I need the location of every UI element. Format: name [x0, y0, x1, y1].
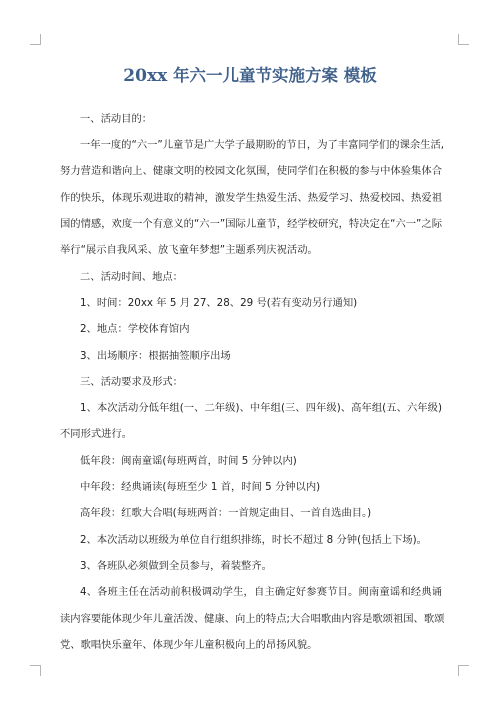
paragraph-line: 读内容要能体现少年儿童活泼、健康、向上的特点;大合唱歌曲内容是歌颂祖国、歌颂 — [60, 613, 445, 625]
paragraph-line: 一年一度的“六一”儿童节是广大学子最期盼的节日，为了丰富同学们的课余生活, — [80, 139, 445, 151]
corner-mark-bottom-right — [458, 665, 469, 676]
paragraph-line: 国的情感，欢度一个有意义的“六一”国际儿童节，经学校研究，特决定在“六一”之际 — [60, 218, 442, 230]
paragraph-line: 党、歌唱快乐童年、体现少年儿童积极向上的昂扬风貌。 — [60, 639, 318, 651]
document-title — [0, 62, 500, 86]
corner-mark-top-left — [30, 34, 41, 45]
list-item-rule-2: 2、本次活动以班级为单位自行组织排练，时长不超过 8 分钟(包括上下场)。 — [80, 534, 427, 546]
list-item-order: 3、出场顺序：根据抽签顺序出场 — [80, 350, 231, 362]
paragraph-line: 努力营造和谐向上、健康文明的校园文化氛围，使同学们在积极的参与中体验集体合 — [60, 165, 442, 177]
list-item-rule-3: 3、各班队必须做到全员参与，着装整齐。 — [80, 560, 272, 572]
paragraph-line: 1、本次活动分低年组(一、二年级)、中年组(三、四年级)、高年组(五、六年级) — [80, 402, 442, 414]
list-item-time: 1、时间：20xx 年 5 月 27、28、29 号(若有变动另行通知) — [80, 297, 358, 309]
title-text: 年六一儿童节实施方案 模板 — [167, 66, 377, 85]
paragraph-line: 举行“展示自我风采、放飞童年梦想”主题系列庆祝活动。 — [60, 244, 318, 256]
corner-mark-bottom-left — [30, 665, 41, 676]
section-heading-purpose: 一、活动目的： — [80, 113, 153, 125]
section-heading-requirements: 三、活动要求及形式： — [80, 376, 183, 388]
section-heading-time-place: 二、活动时间、地点： — [80, 271, 183, 283]
list-item-place: 2、地点：学校体育馆内 — [80, 323, 190, 335]
list-item-middle-grade: 中年段：经典诵读(每班至少 1 首，时间 5 分钟以内) — [80, 481, 321, 493]
title-year: 20xx — [123, 66, 168, 86]
list-item-lower-grade: 低年段：闽南童谣(每班两首，时间 5 分钟以内) — [80, 455, 297, 467]
paragraph-line: 4、各班主任在活动前积极调动学生，自主确定好参赛节目。闽南童谣和经典诵 — [80, 586, 442, 598]
corner-mark-top-right — [458, 34, 469, 45]
paragraph-line: 作的快乐，体现乐观进取的精神，激发学生热爱生活、热爱学习、热爱校园、热爱祖 — [60, 192, 442, 204]
paragraph-line: 不同形式进行。 — [60, 428, 133, 440]
list-item-upper-grade: 高年段：红歌大合唱(每班两首：一首规定曲目、一首自选曲目。) — [80, 507, 372, 519]
